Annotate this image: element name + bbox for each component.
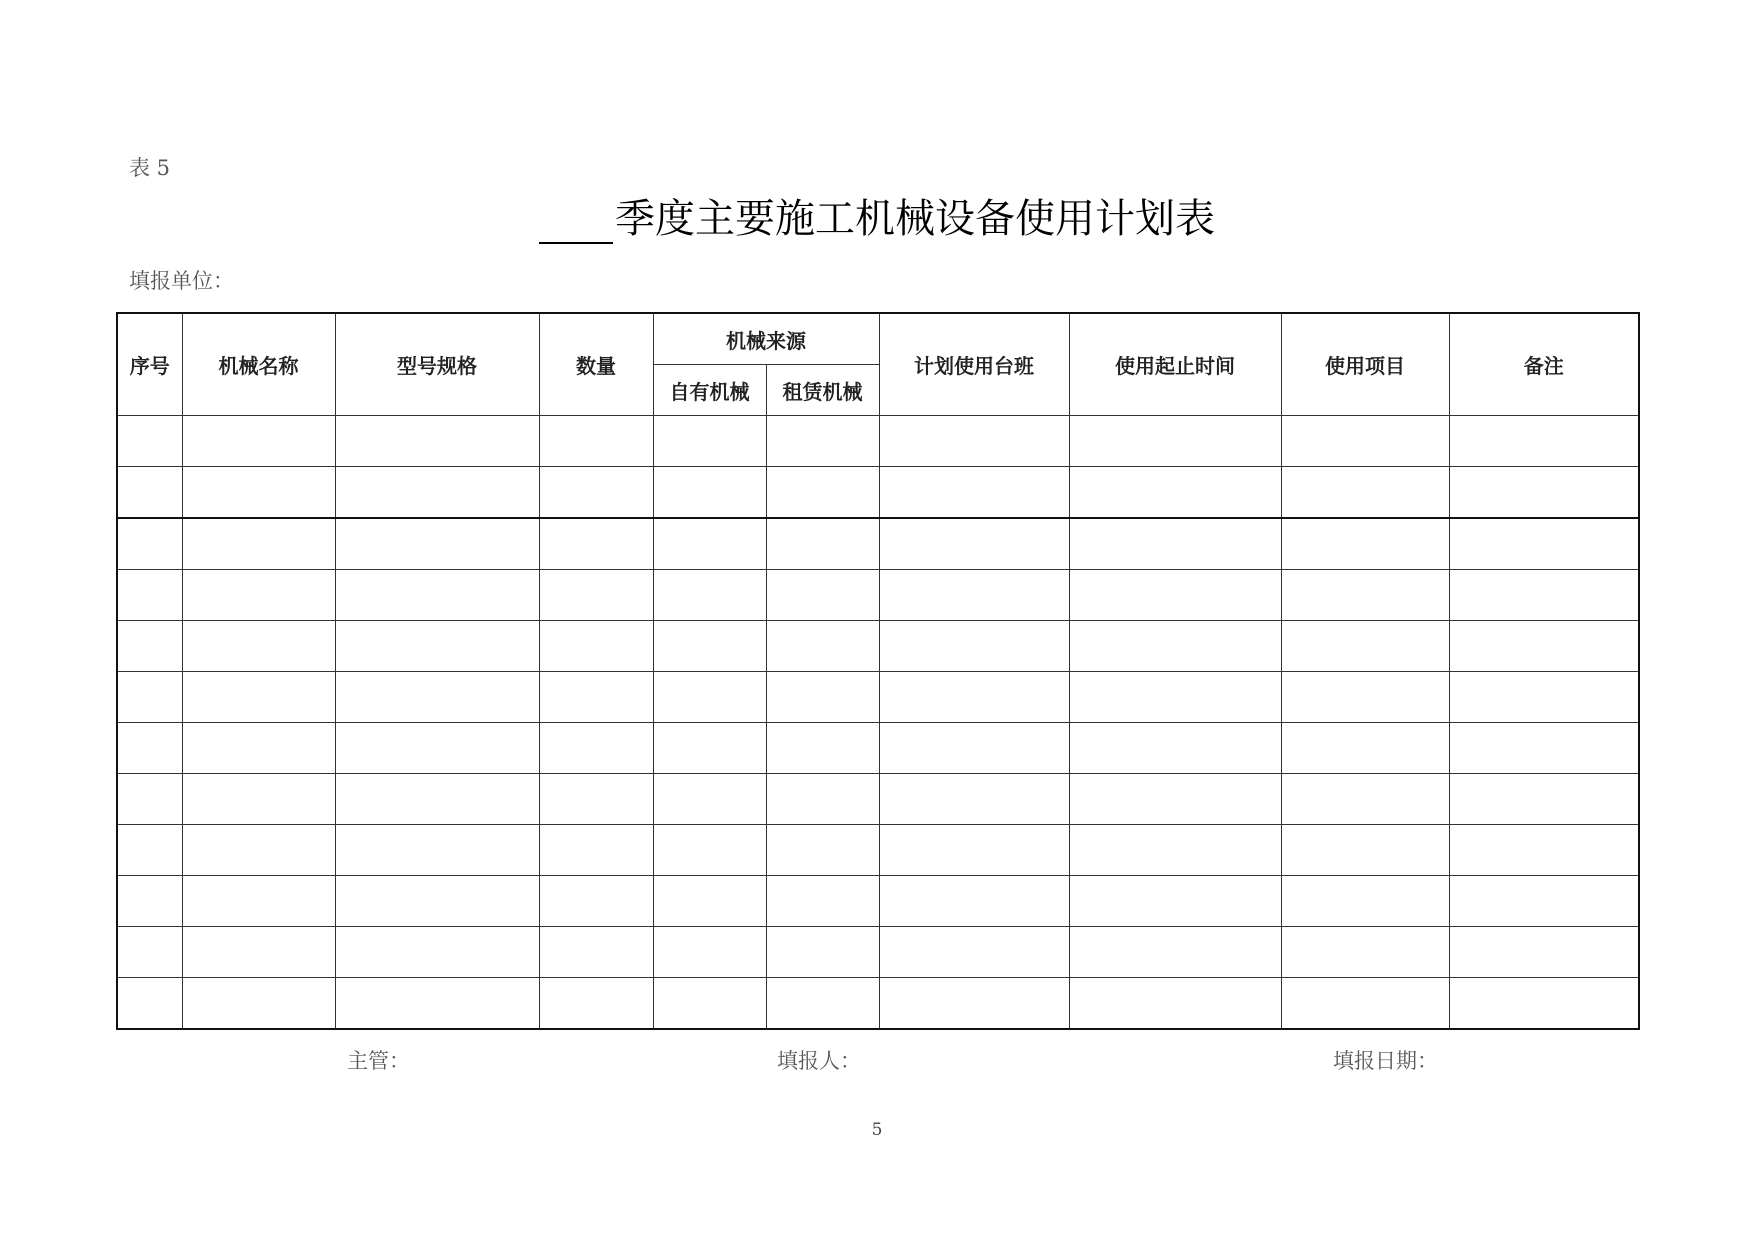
table-cell[interactable] [879, 621, 1069, 672]
table-cell[interactable] [1069, 825, 1281, 876]
table-cell[interactable] [117, 723, 182, 774]
table-cell[interactable] [1281, 825, 1449, 876]
table-cell[interactable] [539, 876, 653, 927]
table-cell[interactable] [766, 570, 879, 621]
table-cell[interactable] [117, 774, 182, 825]
table-cell[interactable] [335, 723, 539, 774]
table-cell[interactable] [117, 621, 182, 672]
table-cell[interactable] [1281, 876, 1449, 927]
table-cell[interactable] [879, 518, 1069, 570]
table-cell[interactable] [653, 621, 766, 672]
table-cell[interactable] [766, 672, 879, 723]
fill-date-label: 填报日期： [1333, 1049, 1438, 1073]
table-cell[interactable] [766, 825, 879, 876]
col-header-source-group: 机械来源 [653, 313, 879, 365]
table-cell[interactable] [1281, 518, 1449, 570]
table-cell[interactable] [766, 978, 879, 1030]
equipment-plan-table [116, 312, 1640, 1030]
table-cell[interactable] [335, 876, 539, 927]
table-cell[interactable] [539, 723, 653, 774]
table-cell[interactable] [879, 570, 1069, 621]
table-cell[interactable] [653, 825, 766, 876]
table-cell[interactable] [766, 876, 879, 927]
table-row [117, 978, 1639, 1030]
table-cell[interactable] [653, 416, 766, 467]
table-cell[interactable] [335, 825, 539, 876]
table-cell[interactable] [1281, 621, 1449, 672]
table-cell[interactable] [182, 876, 335, 927]
table-number-label: 表 5 [129, 156, 171, 180]
table-cell[interactable] [117, 978, 182, 1030]
table-cell[interactable] [117, 927, 182, 978]
table-cell[interactable] [335, 621, 539, 672]
table-cell[interactable] [182, 518, 335, 570]
table-cell[interactable] [1449, 876, 1639, 927]
table-cell[interactable] [653, 570, 766, 621]
table-cell[interactable] [879, 876, 1069, 927]
table-cell[interactable] [335, 467, 539, 519]
table-cell[interactable] [653, 774, 766, 825]
table-cell[interactable] [1281, 570, 1449, 621]
filler-label: 填报人： [777, 1049, 861, 1073]
table-body [117, 416, 1639, 1030]
table-cell[interactable] [182, 927, 335, 978]
table-cell[interactable] [539, 774, 653, 825]
table-cell[interactable] [539, 467, 653, 519]
table-cell[interactable] [1449, 825, 1639, 876]
table-cell[interactable] [1069, 672, 1281, 723]
table-cell[interactable] [182, 570, 335, 621]
table-cell[interactable] [182, 978, 335, 1030]
table-cell[interactable] [766, 927, 879, 978]
table-cell[interactable] [766, 416, 879, 467]
table-cell[interactable] [879, 416, 1069, 467]
col-header-usage-period: 使用起止时间 [1069, 313, 1281, 416]
table-cell[interactable] [766, 518, 879, 570]
table-cell[interactable] [335, 570, 539, 621]
table-cell[interactable] [1281, 723, 1449, 774]
table-cell[interactable] [182, 825, 335, 876]
table-cell[interactable] [117, 416, 182, 467]
table-cell[interactable] [539, 621, 653, 672]
table-cell[interactable] [1069, 876, 1281, 927]
table-cell[interactable] [879, 927, 1069, 978]
col-header-seq: 序号 [117, 313, 182, 416]
table-cell[interactable] [1281, 416, 1449, 467]
table-cell[interactable] [766, 723, 879, 774]
table-cell[interactable] [766, 621, 879, 672]
table-row [117, 723, 1639, 774]
table-cell[interactable] [539, 416, 653, 467]
table-cell[interactable] [335, 672, 539, 723]
table-cell[interactable] [1449, 978, 1639, 1030]
table-cell[interactable] [1069, 518, 1281, 570]
table-cell[interactable] [879, 978, 1069, 1030]
col-header-planned-shifts: 计划使用台班 [879, 313, 1069, 416]
table-cell[interactable] [1281, 927, 1449, 978]
col-header-usage-project: 使用项目 [1281, 313, 1449, 416]
table-cell[interactable] [182, 672, 335, 723]
table-row [117, 774, 1639, 825]
col-header-remarks: 备注 [1449, 313, 1639, 416]
table-cell[interactable] [539, 570, 653, 621]
page-number: 5 [871, 1120, 883, 1140]
table-cell[interactable] [117, 570, 182, 621]
table-cell[interactable] [539, 518, 653, 570]
table-row [117, 467, 1639, 519]
table-cell[interactable] [117, 672, 182, 723]
table-cell[interactable] [335, 927, 539, 978]
table-cell[interactable] [1449, 927, 1639, 978]
table-cell[interactable] [1449, 518, 1639, 570]
table-cell[interactable] [117, 825, 182, 876]
col-header-source-leased: 租赁机械 [766, 365, 879, 416]
table-cell[interactable] [653, 876, 766, 927]
table-cell[interactable] [653, 978, 766, 1030]
table-cell[interactable] [539, 672, 653, 723]
table-cell[interactable] [653, 467, 766, 519]
table-cell[interactable] [879, 723, 1069, 774]
table-cell[interactable] [1281, 774, 1449, 825]
page-title [0, 187, 1754, 244]
col-header-machine-name: 机械名称 [182, 313, 335, 416]
table-cell[interactable] [335, 518, 539, 570]
table-cell[interactable] [766, 774, 879, 825]
reporting-unit-label: 填报单位： [129, 269, 234, 293]
table-cell[interactable] [335, 978, 539, 1030]
table-cell[interactable] [1069, 621, 1281, 672]
table-row [117, 570, 1639, 621]
table-cell[interactable] [1449, 723, 1639, 774]
table-cell[interactable] [1449, 570, 1639, 621]
table-row [117, 518, 1639, 570]
table-cell[interactable] [879, 672, 1069, 723]
table-cell[interactable] [879, 774, 1069, 825]
col-header-model-spec: 型号规格 [335, 313, 539, 416]
table-cell[interactable] [1449, 621, 1639, 672]
table-row [117, 621, 1639, 672]
table-cell[interactable] [1449, 416, 1639, 467]
title-text: 季度主要施工机械设备使用计划表 [615, 196, 1215, 242]
table-cell[interactable] [1069, 978, 1281, 1030]
quarter-blank-line[interactable] [539, 204, 613, 244]
table-cell[interactable] [653, 927, 766, 978]
table-cell[interactable] [653, 723, 766, 774]
table-cell[interactable] [117, 467, 182, 519]
table-cell[interactable] [182, 723, 335, 774]
table-row [117, 825, 1639, 876]
table-cell[interactable] [1069, 927, 1281, 978]
table-cell[interactable] [1069, 570, 1281, 621]
table-row [117, 416, 1639, 467]
table-cell[interactable] [335, 416, 539, 467]
table-cell[interactable] [117, 876, 182, 927]
table-cell[interactable] [539, 825, 653, 876]
header-row-1 [117, 313, 1639, 365]
table-row [117, 927, 1639, 978]
table-cell[interactable] [653, 518, 766, 570]
table-cell[interactable] [335, 774, 539, 825]
table-cell[interactable] [182, 416, 335, 467]
table-cell[interactable] [1069, 416, 1281, 467]
table-cell[interactable] [1069, 467, 1281, 519]
col-header-source-own: 自有机械 [653, 365, 766, 416]
table-cell[interactable] [653, 672, 766, 723]
table-cell[interactable] [182, 621, 335, 672]
table-cell[interactable] [1281, 467, 1449, 519]
table-cell[interactable] [1069, 774, 1281, 825]
col-header-quantity: 数量 [539, 313, 653, 416]
table-cell[interactable] [539, 978, 653, 1030]
table-cell[interactable] [879, 825, 1069, 876]
table-cell[interactable] [1449, 774, 1639, 825]
table-cell[interactable] [182, 467, 335, 519]
table-cell[interactable] [1449, 672, 1639, 723]
table-cell[interactable] [1281, 672, 1449, 723]
table-cell[interactable] [879, 467, 1069, 519]
table-row [117, 672, 1639, 723]
table-row [117, 876, 1639, 927]
table-cell[interactable] [539, 927, 653, 978]
table-cell[interactable] [1069, 723, 1281, 774]
table-cell[interactable] [766, 467, 879, 519]
table-cell[interactable] [182, 774, 335, 825]
supervisor-label: 主管： [347, 1049, 410, 1073]
table-cell[interactable] [1281, 978, 1449, 1030]
table-cell[interactable] [117, 518, 182, 570]
table-cell[interactable] [1449, 467, 1639, 519]
